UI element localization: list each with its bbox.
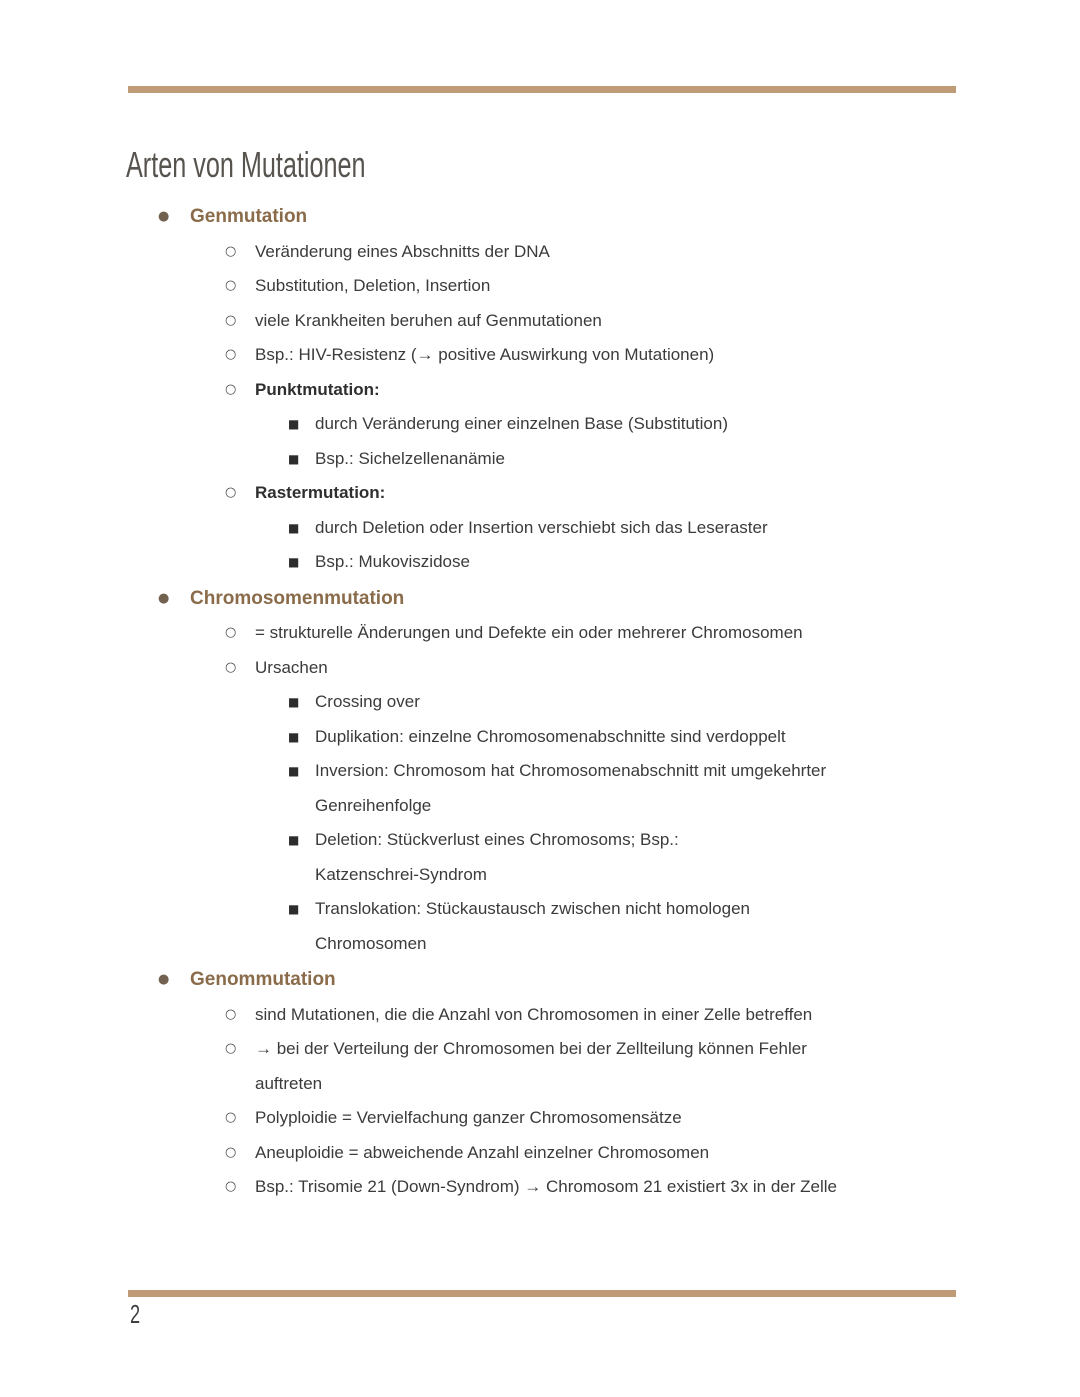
filled-circle-bullet-icon: ● [158,209,170,224]
list-item-text: Rastermutation: [255,483,386,502]
open-circle-bullet-icon: ○ [225,381,237,397]
list-item [128,754,956,823]
list-item [128,442,956,477]
square-bullet-icon: ■ [288,729,300,744]
square-bullet-icon: ■ [288,555,300,569]
list-item [128,651,956,686]
list-item-text: Bsp.: Sichelzellenanämie [315,448,505,468]
list-item [128,373,956,408]
square-bullet-icon: ■ [288,451,300,466]
open-circle-bullet-icon: ○ [225,485,237,500]
open-circle-bullet-icon: ○ [225,243,237,259]
square-bullet-icon: ■ [288,520,300,535]
list-item-text: Duplikation: einzelne Chromosomenabschnitte sind verdoppelt [315,726,786,746]
filled-circle-bullet-icon: ● [158,972,170,987]
filled-circle-bullet-icon: ● [158,590,170,606]
list-item [128,823,956,892]
list-item [128,1032,956,1101]
list-item [128,998,956,1033]
bullet-list [128,200,956,1205]
list-item-text: Aneuploidie = abweichende Anzahl einzelner Chromosomen [255,1142,710,1162]
list-item [128,304,956,339]
list-item [128,269,956,304]
section-heading-item [128,582,956,617]
list-item [128,235,956,270]
list-item-text: Punktmutation: [255,379,380,399]
square-bullet-icon: ■ [288,417,300,431]
list-item [128,1170,956,1205]
list-item-text: Translokation: Stückaustausch zwischen nicht homologen Chromosomen [315,899,750,953]
page-title-text: Arten von Mutationen [126,144,366,185]
top-horizontal-rule [128,86,956,93]
list-item-text: durch Deletion oder Insertion verschiebt sich das Leseraster [315,517,768,537]
list-item-text: Deletion: Stückverlust eines Chromosoms; Bsp.: Katzenschrei-Syndrom [315,830,679,884]
list-item [128,720,956,755]
square-bullet-icon: ■ [288,695,300,709]
page-title [126,144,468,185]
open-circle-bullet-icon: ○ [225,659,237,675]
list-item-text: = strukturelle Änderungen und Defekte ein oder mehrerer Chromosomen [255,623,803,642]
list-item-text: Crossing over [315,692,420,711]
list-item [128,476,956,511]
list-item [128,1136,956,1171]
section-heading-item [128,200,956,235]
list-item-text: Bsp.: HIV-Resistenz (→ positive Auswirkung von Mutationen) [255,345,715,364]
square-bullet-icon: ■ [288,833,300,847]
list-item-text: Bsp.: Mukoviszidose [315,552,470,571]
list-item-text: Veränderung eines Abschnitts der DNA [255,241,550,261]
page-number [130,1301,144,1327]
list-item-text: Genommutation [190,969,336,990]
list-item [128,892,956,961]
open-circle-bullet-icon: ○ [225,625,237,640]
list-item-text: Genmutation [190,206,308,227]
square-bullet-icon: ■ [288,902,300,916]
square-bullet-icon: ■ [288,764,300,778]
list-item [128,407,956,442]
list-item-text: Inversion: Chromosom hat Chromosomenabschnitt mit umgekehrter Genreihenfolge [315,761,827,815]
open-circle-bullet-icon: ○ [225,347,237,362]
list-item-text: → bei der Verteilung der Chromosomen bei der Zellteilung können Fehler auftreten [255,1039,807,1093]
section-heading-item [128,963,956,998]
list-item-text: durch Veränderung einer einzelnen Base (Substitution) [315,414,728,433]
list-item [128,685,956,720]
open-circle-bullet-icon: ○ [225,1144,237,1160]
list-item [128,545,956,580]
list-item-text: viele Krankheiten beruhen auf Genmutationen [255,310,602,330]
list-item-text: Substitution, Deletion, Insertion [255,276,491,295]
list-item [128,338,956,373]
open-circle-bullet-icon: ○ [225,312,237,328]
open-circle-bullet-icon: ○ [225,1006,237,1022]
list-item-text: Bsp.: Trisomie 21 (Down-Syndrom) → Chromosom 21 existiert 3x in der Zelle [255,1177,837,1196]
list-item [128,1101,956,1136]
list-item [128,616,956,651]
page-number-text: 2 [130,1299,141,1329]
open-circle-bullet-icon: ○ [225,278,237,293]
list-item-text: Chromosomenmutation [190,587,405,609]
open-circle-bullet-icon: ○ [225,1110,237,1125]
open-circle-bullet-icon: ○ [225,1041,237,1056]
list-item-text: Ursachen [255,657,328,677]
list-item-text: sind Mutationen, die die Anzahl von Chromosomen in einer Zelle betreffen [255,1004,813,1024]
open-circle-bullet-icon: ○ [225,1179,237,1194]
list-item [128,511,956,546]
list-item-text: Polyploidie = Vervielfachung ganzer Chromosomensätze [255,1108,682,1127]
bottom-horizontal-rule [128,1290,956,1297]
